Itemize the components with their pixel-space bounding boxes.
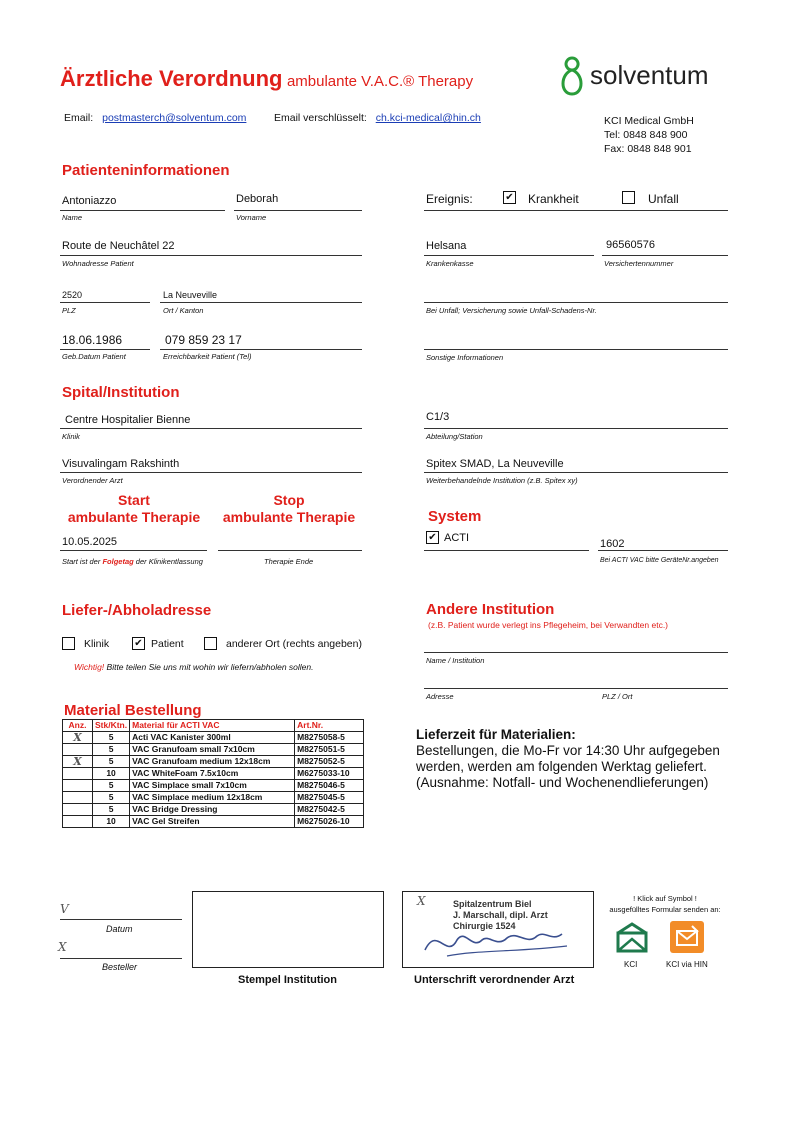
unfall-label: Unfall (648, 192, 679, 206)
email-enc-link[interactable]: ch.kci-medical@hin.ch (375, 112, 481, 124)
row-material: VAC Simplace medium 12x18cm (130, 792, 295, 804)
solventum-logo-text: solventum (590, 60, 709, 90)
klick-line2: ausgefülltes Formular senden an: (609, 905, 721, 914)
patient-name-label: Name (62, 213, 83, 222)
table-row (63, 780, 364, 792)
send-kci-button[interactable] (614, 921, 650, 957)
system-heading: System (428, 508, 482, 525)
unfall-checkbox[interactable] (622, 191, 635, 204)
liefer-klinik-checkbox[interactable] (62, 637, 75, 650)
patient-phone-label: Erreichbarkeit Patient (Tel) (163, 352, 252, 361)
row-anz[interactable] (63, 780, 93, 792)
form-title (60, 66, 473, 92)
col-artnr: Art.Nr. (295, 720, 364, 732)
acti-checkbox[interactable]: ✔ (426, 531, 439, 544)
besteller-label: Besteller (102, 962, 138, 972)
liefer-patient-label: Patient (151, 638, 184, 650)
therapie-ende-label: Therapie Ende (264, 557, 314, 566)
row-material: VAC Bridge Dressing (130, 804, 295, 816)
andere-name-label: Name / Institution (426, 656, 485, 665)
row-material: Acti VAC Kanister 300ml (130, 732, 295, 744)
row-anz[interactable] (63, 744, 93, 756)
material-table (62, 719, 364, 828)
unterschrift-label: Unterschrift verordnender Arzt (414, 974, 575, 986)
lieferzeit-text3: (Ausnahme: Notfall- und Wochenendlieferungen) (416, 775, 709, 790)
row-anz[interactable] (63, 792, 93, 804)
email-label: Email: (64, 112, 94, 124)
row-material: VAC Granufoam medium 12x18cm (130, 756, 295, 768)
patient-name-value[interactable]: Antoniazzo (62, 195, 117, 207)
andere-heading: Andere Institution (426, 601, 555, 618)
versichertennummer-value[interactable]: 96560576 (606, 239, 655, 251)
row-stk: 5 (93, 756, 130, 768)
unfall-info-label: Bei Unfall; Versicherung sowie Unfall-Schadens-Nr. (426, 306, 597, 315)
table-row (63, 804, 364, 816)
col-anz: Anz. (63, 720, 93, 732)
start-heading-line2: ambulante Therapie (67, 509, 201, 525)
ereignis-label: Ereignis: (426, 192, 473, 206)
datum-mark[interactable]: V (60, 902, 69, 916)
liefer-klinik-label: Klinik (84, 638, 110, 650)
start-label-folgetag: Folgetag (102, 557, 134, 566)
row-artnr: M6275026-10 (295, 816, 364, 828)
klinik-value[interactable]: Centre Hospitalier Bienne (65, 414, 191, 426)
arzt-stamp-line3: Chirurgie 1524 (453, 921, 516, 931)
row-stk: 5 (93, 744, 130, 756)
acti-label: ACTI (444, 532, 470, 544)
arzt-label: Verordnender Arzt (62, 476, 123, 485)
table-row (63, 792, 364, 804)
row-anz[interactable]: X (63, 756, 93, 768)
material-table-header (63, 720, 364, 732)
row-artnr: M8275046-5 (295, 780, 364, 792)
patient-plz-value[interactable]: 2520 (62, 290, 83, 300)
row-stk: 5 (93, 732, 130, 744)
stempel-label: Stempel Institution (238, 974, 337, 986)
row-anz[interactable]: X (63, 732, 93, 744)
row-material: VAC Gel Streifen (130, 816, 295, 828)
row-artnr: M8275058-5 (295, 732, 364, 744)
row-stk: 10 (93, 768, 130, 780)
start-heading (64, 492, 204, 526)
row-stk: 5 (93, 804, 130, 816)
col-stk: Stk/Ktn. (93, 720, 130, 732)
patient-ort-label: Ort / Kanton (163, 306, 204, 315)
lieferzeit-heading: Lieferzeit für Materialien: (416, 727, 576, 742)
row-artnr: M8275042-5 (295, 804, 364, 816)
form-title-main: Ärztliche Verordnung (60, 66, 283, 91)
patient-address-value[interactable]: Route de Neuchâtel 22 (62, 240, 175, 252)
row-stk: 5 (93, 792, 130, 804)
table-row (63, 768, 364, 780)
start-label-a: Start ist der (62, 557, 101, 566)
versichertennummer-label: Versichertennummer (604, 259, 674, 268)
email-enc-label: Email verschlüsselt: (274, 112, 367, 124)
row-material: VAC WhiteFoam 7.5x10cm (130, 768, 295, 780)
signature-icon (417, 920, 577, 960)
table-row (63, 756, 364, 768)
lieferzeit-text1: Bestellungen, die Mo-Fr vor 14:30 Uhr aufgegeben (416, 743, 720, 758)
klinik-label: Klinik (62, 432, 80, 441)
andere-plz-label: PLZ / Ort (602, 692, 633, 701)
start-date-value[interactable]: 10.05.2025 (62, 536, 118, 548)
patient-dob-label: Geb.Datum Patient (62, 352, 126, 361)
datum-label: Datum (106, 924, 133, 934)
start-heading-line1: Start (118, 492, 150, 508)
besteller-mark[interactable]: X (58, 940, 67, 954)
send-note (600, 893, 730, 915)
row-stk: 5 (93, 780, 130, 792)
company-name: KCI Medical GmbH (604, 115, 694, 127)
wichtig-label: Wichtig! (74, 662, 105, 672)
row-stk: 10 (93, 816, 130, 828)
krankheit-label: Krankheit (528, 192, 579, 206)
stop-heading-line1: Stop (273, 492, 305, 508)
stop-heading-line2: ambulante Therapie (222, 509, 356, 525)
wichtig-note (74, 662, 313, 672)
unterschrift-box[interactable] (402, 891, 594, 968)
sign-mark: X (417, 894, 426, 908)
col-material: Material für ACTI VAC (130, 720, 295, 732)
liefer-heading: Liefer-/Abholadresse (62, 602, 212, 619)
row-artnr: M8275045-5 (295, 792, 364, 804)
patient-heading: Patienteninformationen (62, 162, 230, 179)
patient-plz-label: PLZ (62, 306, 76, 315)
weiterbehandelnde-value[interactable]: Spitex SMAD, La Neuveville (426, 458, 564, 470)
row-anz[interactable] (63, 804, 93, 816)
row-anz[interactable] (63, 816, 93, 828)
row-material: VAC Granufoam small 7x10cm (130, 744, 295, 756)
lieferzeit-text2: werden, werden am folgenden Werktag geliefert. (416, 759, 707, 774)
arzt-value[interactable]: Visuvalingam Rakshinth (62, 458, 180, 470)
patient-address-label: Wohnadresse Patient (62, 259, 134, 268)
email-enc-row (274, 112, 481, 124)
liefer-andere-checkbox[interactable] (204, 637, 217, 650)
patient-dob-value[interactable]: 18.06.1986 (62, 333, 123, 347)
arzt-stamp-line1: Spitalzentrum Biel (453, 899, 532, 909)
start-label-c: der Klinikentlassung (135, 557, 203, 566)
send-hin-button[interactable] (670, 921, 704, 953)
stop-heading (218, 492, 360, 526)
abteilung-value[interactable]: C1/3 (426, 411, 450, 423)
email-link[interactable]: postmasterch@solventum.com (102, 112, 247, 124)
krankenkasse-label: Krankenkasse (426, 259, 474, 268)
liefer-patient-checkbox[interactable]: ✔ (132, 637, 145, 650)
lieferzeit-block (416, 727, 720, 791)
row-artnr: M8275051-5 (295, 744, 364, 756)
liefer-andere-label: anderer Ort (rechts angeben) (226, 638, 362, 650)
patient-phone-value[interactable]: 079 859 23 17 (165, 333, 242, 347)
geraete-nr-label: Bei ACTI VAC bitte GeräteNr.angeben (600, 557, 719, 564)
sonstige-info-label: Sonstige Informationen (426, 353, 504, 362)
hin-mail-icon (670, 921, 704, 953)
table-row (63, 732, 364, 744)
abteilung-label: Abteilung/Station (426, 432, 483, 441)
patient-vorname-label: Vorname (236, 213, 267, 222)
start-date-label (62, 557, 203, 566)
table-row (63, 816, 364, 828)
company-fax: Fax: 0848 848 901 (604, 143, 692, 155)
klick-line1: ! Klick auf Symbol ! (633, 894, 697, 903)
table-row (63, 744, 364, 756)
kci-hin-label: KCI via HIN (666, 960, 708, 969)
kci-label: KCI (624, 960, 638, 969)
company-contact (604, 114, 694, 156)
solventum-logo (554, 54, 734, 98)
patient-ort-value[interactable]: La Neuveville (163, 290, 218, 300)
patient-vorname-value[interactable]: Deborah (236, 193, 279, 205)
row-anz[interactable] (63, 768, 93, 780)
stempel-box[interactable] (192, 891, 384, 968)
material-heading: Material Bestellung (64, 702, 202, 719)
wichtig-text: Bitte teilen Sie uns mit wohin wir liefern/abholen sollen. (106, 662, 314, 672)
krankheit-checkbox[interactable]: ✔ (503, 191, 516, 204)
solventum-logo-icon (554, 54, 590, 100)
arzt-stamp-line2: J. Marschall, dipl. Arzt (453, 910, 548, 920)
company-tel: Tel: 0848 848 900 (604, 129, 688, 141)
row-artnr: M8275052-5 (295, 756, 364, 768)
email-row (64, 112, 246, 124)
mail-icon (614, 921, 650, 957)
row-artnr: M6275033-10 (295, 768, 364, 780)
krankenkasse-value[interactable]: Helsana (426, 240, 467, 252)
geraete-nr-value[interactable]: 1602 (600, 538, 625, 550)
andere-note: (z.B. Patient wurde verlegt ins Pflegeheim, bei Verwandten etc.) (428, 620, 669, 630)
andere-adresse-label: Adresse (426, 692, 454, 701)
weiterbehandelnde-label: Weiterbehandelnde Institution (z.B. Spitex xy) (426, 476, 578, 485)
form-title-sub: ambulante V.A.C.® Therapy (286, 73, 474, 90)
spital-heading: Spital/Institution (62, 384, 180, 401)
row-material: VAC Simplace small 7x10cm (130, 780, 295, 792)
